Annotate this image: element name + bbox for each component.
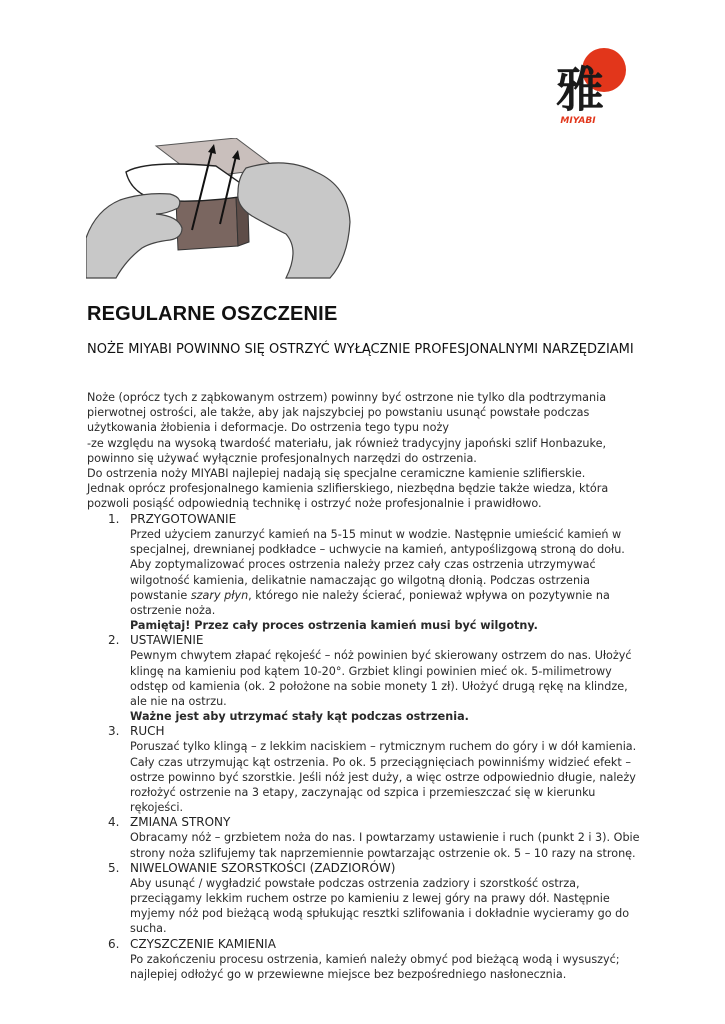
step-title: RUCH [130, 724, 165, 739]
step-number: 5. [108, 860, 120, 875]
intro-paragraph: Jednak oprócz profesjonalnego kamienia szlifierskiego, niezbędna będzie także wiedza, która pozwoli posiąść odpowiednią technikę i ostrzyć noże profesjonalnie i prawidłowo. [87, 482, 609, 511]
stone-block [176, 196, 238, 250]
step-body [130, 876, 647, 937]
step-title: NIWELOWANIE SZORSTKOŚCI (ZADZIORÓW) [130, 860, 396, 875]
step-body [130, 952, 647, 982]
step-text: Po zakończeniu procesu ostrzenia, kamień należy obmyć pod bieżącą wodą i wysuszyć; najlepiej odłożyć go w przewiewne miejsce bez bezpośredniego nasłonecznia. [130, 952, 620, 981]
step-number: 3. [108, 724, 120, 739]
step-text: Poruszać tylko klingą – z lekkim naciskiem – rytmicznym ruchem do góry i w dół kamienia. Cały czas utrzymując kąt ostrzenia. Po ok. 5 przeciągnięciach powinniśmy widzieć efekt – ostrze powinno być szorstkie. Jeśli nóż jest duży, a więc ostrze odpowiednio długie, należy rozłożyć ostrzenie na 3 etapy, zaczynając od szpica i przemieszczać się w kierunku rękojeści. [130, 740, 637, 815]
intro-paragraph: Noże (oprócz tych z ząbkowanym ostrzem) powinny być ostrzone nie tylko dla podtrzymania pierwotnej ostrości, ale także, aby jak najszybciej po powstaniu usunąć powstałe podczas użytkowania żłobienia i deformacje. Do ostrzenia tego typu noży [87, 391, 607, 435]
step-note: Pamiętaj! Przez cały proces ostrzenia kamień musi być wilgotny. [130, 619, 538, 633]
step-deburring [87, 861, 647, 937]
step-preparation [87, 512, 647, 633]
page-subtitle: NOŻE MIYABI POWINNO SIĘ OSTRZYĆ WYŁĄCZNIE PROFESJONALNYMI NARZĘDZIAMI [87, 342, 634, 357]
step-text: Obracamy nóż – grzbietem noża do nas. I powtarzamy ustawienie i ruch (punkt 2 i 3). Obie strony noża szlifujemy tak naprzemiennie powtarzając ostrzenie ok. 5 – 10 razy na stronę. [130, 831, 640, 860]
step-body [130, 527, 647, 633]
sharpening-illustration [86, 138, 354, 280]
logo-glyph: 雅 [555, 62, 605, 118]
left-hand [86, 194, 182, 278]
step-note: Ważne jest aby utrzymać stały kąt podczas ostrzenia. [130, 710, 469, 724]
miyabi-logo [548, 48, 632, 132]
step-title: PRZYGOTOWANIE [130, 512, 237, 526]
page-title: REGULARNE OSZCZENIE [87, 303, 338, 325]
step-motion [87, 724, 647, 815]
step-title: CZYSZCZENIE KAMIENIA [130, 936, 276, 951]
step-body [130, 830, 647, 860]
step-title: USTAWIENIE [130, 633, 204, 648]
logo-brand-text: MIYABI [560, 116, 596, 126]
right-hand [238, 163, 350, 278]
step-text: Pewnym chwytem złapać rękojeść – nóż powinien być skierowany ostrzem do nas. Ułożyć klingę na kamieniu pod kątem 10-20°. Grzbiet klingi powinien mieć ok. 5-milimetrowy odstęp od kamienia (ok. 2 położone na sobie monety 1 zł). Ułożyć drugą rękę na klindze, ale nie na ostrzu. [130, 649, 632, 709]
step-number: 6. [108, 936, 120, 951]
intro-paragraph: Do ostrzenia noży MIYABI najlepiej nadają się specjalne ceramiczne kamienie szlifierskie. [87, 467, 586, 481]
step-body [130, 739, 647, 815]
step-number: 1. [108, 512, 120, 526]
step-positioning [87, 633, 647, 724]
sharpening-steps-list [87, 512, 647, 982]
step-number: 2. [108, 633, 120, 648]
step-text: Przed użyciem zanurzyć kamień na 5-15 minut w wodzie. Następnie umieścić kamień w specjalnej, drewnianej podkładce – uchwycie na kamień, antypoślizgową stroną do dołu. Aby zoptymalizować proces ostrzenia należy przez cały czas ostrzenia utrzymywać wilgotność kamienia, delikatnie namaczając go wilgotną dłonią. Podczas ostrzenia powstanie szary płyn, którego nie należy ścierać, ponieważ wpływa on pozytywnie na ostrzenie noża. [130, 528, 625, 618]
step-change-side [87, 815, 647, 860]
step-text: Aby usunąć / wygładzić powstałe podczas ostrzenia zadziory i szorstkość ostrza, przeciągamy lekkim ruchem ostrze po kamieniu z lewej góry na prawy dół. Następnie myjemy nóż pod bieżącą wodą spłukując resztki szlifowania i dokładnie wycieramy go do sucha. [130, 876, 630, 936]
intro-paragraph: -ze względu na wysoką twardość materiału, jak również tradycyjny japoński szlif Honbazuke, powinno się używać wyłącznie profesjonalnych narzędzi do ostrzenia. [87, 436, 607, 465]
step-number: 4. [108, 815, 120, 830]
step-emphasis: szary płyn [190, 588, 249, 602]
step-title: ZMIANA STRONY [130, 815, 231, 830]
step-stone-cleaning [87, 937, 647, 982]
step-body [130, 648, 647, 724]
intro-text [87, 390, 647, 512]
